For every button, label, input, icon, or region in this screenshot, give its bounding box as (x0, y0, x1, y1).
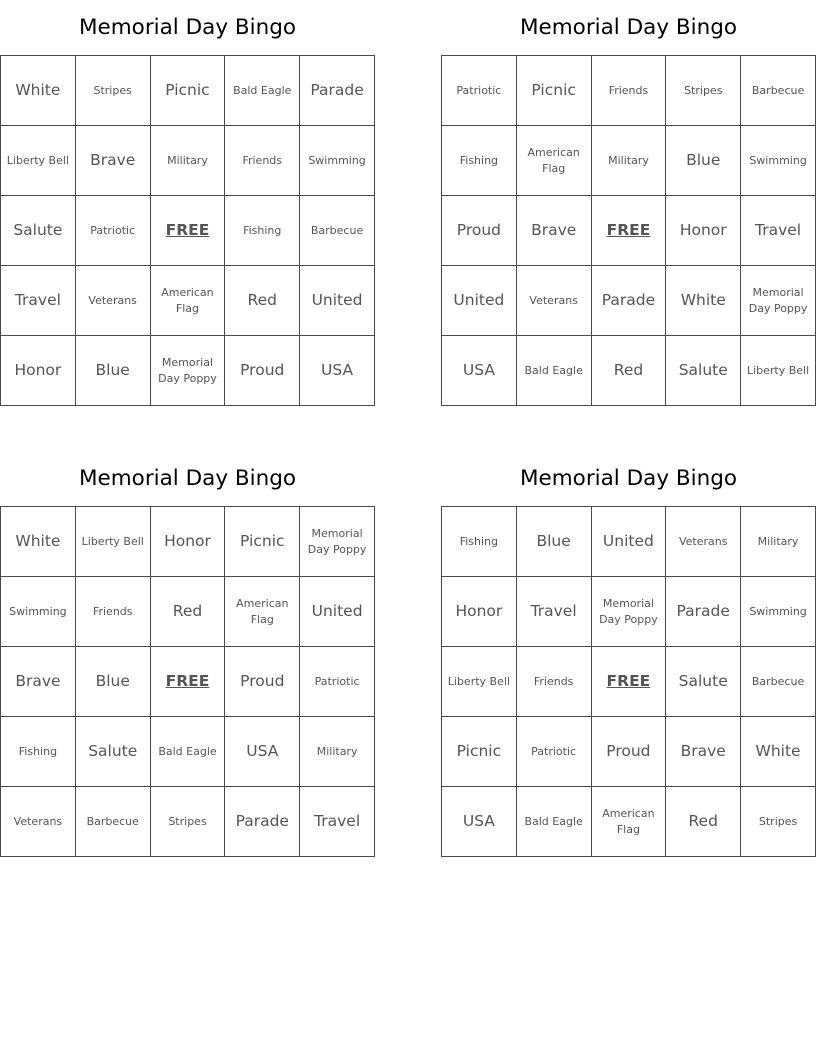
bingo-cell: Travel (741, 196, 816, 266)
bingo-cell: Bald Eagle (516, 336, 591, 406)
bingo-cell: USA (225, 717, 300, 787)
bingo-cell: United (591, 507, 666, 577)
bingo-card-4 (441, 451, 816, 857)
bingo-cell: Military (150, 126, 225, 196)
bingo-cell: Military (591, 126, 666, 196)
bingo-cell: USA (300, 336, 375, 406)
bingo-cell: Brave (75, 126, 150, 196)
bingo-cell: Proud (591, 717, 666, 787)
bingo-cell: Blue (666, 126, 741, 196)
bingo-row (442, 56, 816, 126)
bingo-card-3 (0, 451, 375, 857)
free-space: FREE (150, 647, 225, 717)
bingo-cell: Veterans (516, 266, 591, 336)
card-title: Memorial Day Bingo (78, 15, 297, 40)
bingo-row (1, 787, 375, 857)
bingo-cell: Fishing (1, 717, 76, 787)
bingo-cell: Memorial Day Poppy (300, 507, 375, 577)
bingo-cell: Bald Eagle (225, 56, 300, 126)
bingo-cell: Travel (1, 266, 76, 336)
bingo-cell: Barbecue (741, 647, 816, 717)
bingo-cell: Patriotic (300, 647, 375, 717)
bingo-cell: American Flag (591, 787, 666, 857)
bingo-cell: Parade (666, 577, 741, 647)
bingo-cell: Red (225, 266, 300, 336)
bingo-cell: Memorial Day Poppy (591, 577, 666, 647)
bingo-cell: Proud (442, 196, 517, 266)
bingo-cell: Picnic (225, 507, 300, 577)
bingo-row (1, 717, 375, 787)
free-space: FREE (591, 647, 666, 717)
bingo-cell: Salute (1, 196, 76, 266)
bingo-cell: Military (741, 507, 816, 577)
bingo-cell: Veterans (75, 266, 150, 336)
bingo-cell: Salute (666, 336, 741, 406)
bingo-cell: Liberty Bell (75, 507, 150, 577)
bingo-row (442, 647, 816, 717)
free-space: FREE (150, 196, 225, 266)
bingo-cell: Memorial Day Poppy (741, 266, 816, 336)
bingo-cell: Friends (75, 577, 150, 647)
bingo-cell: Honor (666, 196, 741, 266)
bingo-cell: Parade (300, 56, 375, 126)
bingo-cell: Honor (150, 507, 225, 577)
bingo-cell: United (300, 577, 375, 647)
bingo-cell: White (1, 56, 76, 126)
bingo-row (1, 126, 375, 196)
free-space: FREE (591, 196, 666, 266)
bingo-cell: Swimming (1, 577, 76, 647)
bingo-cell: Proud (225, 336, 300, 406)
bingo-row (442, 717, 816, 787)
bingo-grid (0, 506, 375, 857)
bingo-cell: Veterans (666, 507, 741, 577)
bingo-row (1, 336, 375, 406)
bingo-cell: Parade (225, 787, 300, 857)
bingo-cell: American Flag (150, 266, 225, 336)
bingo-cell: Friends (591, 56, 666, 126)
bingo-cell: Honor (442, 577, 517, 647)
bingo-cell: Friends (225, 126, 300, 196)
bingo-cell: Red (150, 577, 225, 647)
bingo-cell: Military (300, 717, 375, 787)
bingo-cell: Barbecue (741, 56, 816, 126)
card-title: Memorial Day Bingo (519, 466, 738, 491)
bingo-cell: Barbecue (300, 196, 375, 266)
bingo-cell: Liberty Bell (1, 126, 76, 196)
bingo-row (442, 266, 816, 336)
bingo-row (1, 196, 375, 266)
bingo-cell: White (666, 266, 741, 336)
bingo-cell: Fishing (442, 507, 517, 577)
bingo-cell: USA (442, 787, 517, 857)
bingo-cell: Memorial Day Poppy (150, 336, 225, 406)
bingo-cell: Red (666, 787, 741, 857)
bingo-row (442, 336, 816, 406)
card-title: Memorial Day Bingo (78, 466, 297, 491)
bingo-row (442, 196, 816, 266)
bingo-cell: Barbecue (75, 787, 150, 857)
bingo-cell: Travel (300, 787, 375, 857)
bingo-grid (0, 55, 375, 406)
bingo-cell: American Flag (516, 126, 591, 196)
bingo-cell: Swimming (741, 577, 816, 647)
bingo-cell: Blue (75, 336, 150, 406)
bingo-cell: Blue (75, 647, 150, 717)
bingo-cell: Patriotic (516, 717, 591, 787)
bingo-cell: Blue (516, 507, 591, 577)
bingo-cell: United (442, 266, 517, 336)
bingo-cell: Travel (516, 577, 591, 647)
bingo-cell: Bald Eagle (150, 717, 225, 787)
bingo-cell: Liberty Bell (442, 647, 517, 717)
bingo-cell: Patriotic (442, 56, 517, 126)
bingo-cell: Liberty Bell (741, 336, 816, 406)
bingo-cell: White (741, 717, 816, 787)
bingo-cell: Red (591, 336, 666, 406)
bingo-cell: Stripes (741, 787, 816, 857)
bingo-cell: Bald Eagle (516, 787, 591, 857)
bingo-row (442, 126, 816, 196)
bingo-card-2 (441, 0, 816, 406)
bingo-cell: Patriotic (75, 196, 150, 266)
bingo-cell: Friends (516, 647, 591, 717)
bingo-grid (441, 506, 816, 857)
bingo-card-1 (0, 0, 375, 406)
bingo-cell: Proud (225, 647, 300, 717)
bingo-cell: Honor (1, 336, 76, 406)
bingo-cell: White (1, 507, 76, 577)
bingo-cell: Stripes (75, 56, 150, 126)
bingo-cell: Stripes (150, 787, 225, 857)
bingo-cell: Picnic (150, 56, 225, 126)
bingo-row (1, 56, 375, 126)
bingo-cell: American Flag (225, 577, 300, 647)
bingo-cell: Brave (666, 717, 741, 787)
bingo-cell: United (300, 266, 375, 336)
bingo-row (442, 577, 816, 647)
bingo-cell: Salute (666, 647, 741, 717)
bingo-row (442, 507, 816, 577)
bingo-cell: Stripes (666, 56, 741, 126)
bingo-cell: Swimming (300, 126, 375, 196)
bingo-cell: Swimming (741, 126, 816, 196)
bingo-cell: Picnic (442, 717, 517, 787)
bingo-row (1, 266, 375, 336)
bingo-cell: Fishing (442, 126, 517, 196)
bingo-row (1, 507, 375, 577)
bingo-cell: Fishing (225, 196, 300, 266)
bingo-cell: Salute (75, 717, 150, 787)
card-title: Memorial Day Bingo (519, 15, 738, 40)
bingo-cell: Brave (1, 647, 76, 717)
bingo-cell: Picnic (516, 56, 591, 126)
bingo-row (442, 787, 816, 857)
bingo-cell: USA (442, 336, 517, 406)
bingo-cell: Parade (591, 266, 666, 336)
bingo-row (1, 647, 375, 717)
bingo-row (1, 577, 375, 647)
bingo-grid (441, 55, 816, 406)
bingo-cell: Veterans (1, 787, 76, 857)
bingo-cell: Brave (516, 196, 591, 266)
